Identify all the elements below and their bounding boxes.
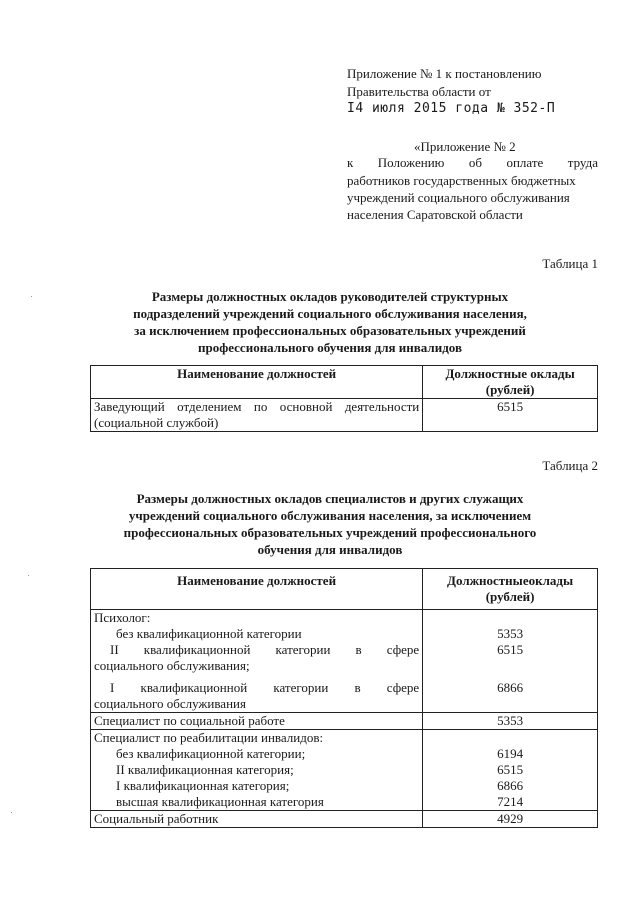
table1-row-value: 6515 — [423, 399, 598, 432]
table2-col1-header-text: Наименование должностей — [177, 573, 337, 588]
table1-col2-header-line-2: (рублей) — [485, 382, 535, 397]
table-row — [91, 610, 598, 713]
rehab-sub-3: I квалификационная категория; — [116, 778, 290, 793]
rehab-value-3: 6866 — [497, 778, 524, 793]
psychologist-sub-2-line-1: II квалификационной категории в сфере — [110, 642, 420, 657]
table1-title-line-1: Размеры должностных окладов руководителей структурных — [151, 289, 509, 304]
header-line-1: Приложение № 1 к постановлению — [347, 66, 542, 81]
rehab-sub-4: высшая квалификационная категория — [116, 794, 324, 809]
psychologist-cell — [91, 610, 423, 713]
table1-row-name-line-1: Заведующий отделением по основной деятельности — [94, 399, 420, 414]
rehab-sub-2: II квалификационная категория; — [116, 762, 294, 777]
rehab-value-2: 6515 — [497, 762, 524, 777]
table1-title-line-3: за исключением профессиональных образовательных учреждений — [134, 323, 526, 338]
table1-row-name — [91, 399, 423, 432]
table1-title-line-2: подразделений учреждений социального обслуживания населения, — [133, 306, 527, 321]
appendix-line-3: работников государственных бюджетных — [347, 173, 576, 188]
scan-speck — [28, 575, 29, 576]
scan-speck — [11, 812, 12, 813]
table1-title — [80, 288, 580, 356]
psychologist-sub-1: без квалификационной категории — [116, 626, 302, 641]
social-work-specialist-value: 5353 — [423, 713, 598, 730]
table-row — [91, 730, 598, 811]
table2-header-row — [91, 569, 598, 610]
social-work-specialist-name: Специалист по социальной работе — [91, 713, 423, 730]
header-line-2: Правительства области от — [347, 84, 491, 99]
table1 — [90, 365, 598, 432]
psychologist-value-1: 5353 — [497, 626, 524, 641]
table1-col2-header — [423, 366, 598, 399]
rehab-sub-1: без квалификационной категории; — [116, 746, 306, 761]
table1-title-line-4: профессионального обучения для инвалидов — [198, 340, 462, 355]
psychologist-sub-2-line-2: социального обслуживания; — [94, 658, 250, 673]
psychologist-sub-3-line-1: I квалификационной категории в сфере — [110, 680, 420, 695]
table2-col2-header-line-2: (рублей) — [485, 589, 535, 604]
table2-title-line-4: обучения для инвалидов — [257, 542, 403, 557]
appendix-line-5: населения Саратовской области — [347, 207, 523, 222]
table-row — [91, 811, 598, 828]
psychologist-value-2: 6515 — [497, 642, 524, 657]
psychologist-values — [423, 610, 598, 713]
table2-title — [70, 490, 590, 558]
appendix-line-4: учреждений социального обслуживания — [347, 190, 570, 205]
social-worker-value: 4929 — [423, 811, 598, 828]
table2 — [90, 568, 598, 828]
social-worker-name: Социальный работник — [91, 811, 423, 828]
header-date-stamp: I4 июля 2015 года № 352-П — [347, 101, 556, 116]
table1-col1-header — [91, 366, 423, 399]
table1-header-row — [91, 366, 598, 399]
table2-col1-header — [91, 569, 423, 610]
table2-title-line-1: Размеры должностных окладов специалистов и других служащих — [136, 491, 524, 506]
table1-label: Таблица 1 — [542, 256, 598, 271]
table1-col2-header-line-1: Должностные оклады — [445, 366, 575, 381]
rehab-values — [423, 730, 598, 811]
rehab-value-1: 6194 — [497, 746, 524, 761]
rehab-specialist-cell — [91, 730, 423, 811]
table1-col1-header-text: Наименование должностей — [177, 366, 337, 381]
table2-title-line-3: профессиональных образовательных учреждений профессионального — [123, 525, 537, 540]
table2-col2-header-line-1: Должностныеоклады — [447, 573, 574, 588]
appendix-line-1: «Приложение № 2 — [414, 139, 516, 154]
rehab-value-4: 7214 — [497, 794, 524, 809]
table1-row-name-line-2: (социальной службой) — [94, 415, 219, 430]
table-row — [91, 399, 598, 432]
table2-title-line-2: учреждений социального обслуживания населения, за исключением — [128, 508, 532, 523]
psychologist-value-3: 6866 — [497, 680, 524, 695]
table2-col2-header — [423, 569, 598, 610]
scan-speck — [31, 296, 32, 297]
psychologist-sub-3-line-2: социального обслуживания — [94, 696, 246, 711]
psychologist-title: Психолог: — [94, 610, 151, 625]
appendix-line-2: к Положению об оплате труда — [347, 155, 598, 170]
table-row — [91, 713, 598, 730]
table2-label: Таблица 2 — [542, 458, 598, 473]
rehab-title: Специалист по реабилитации инвалидов: — [94, 730, 324, 745]
